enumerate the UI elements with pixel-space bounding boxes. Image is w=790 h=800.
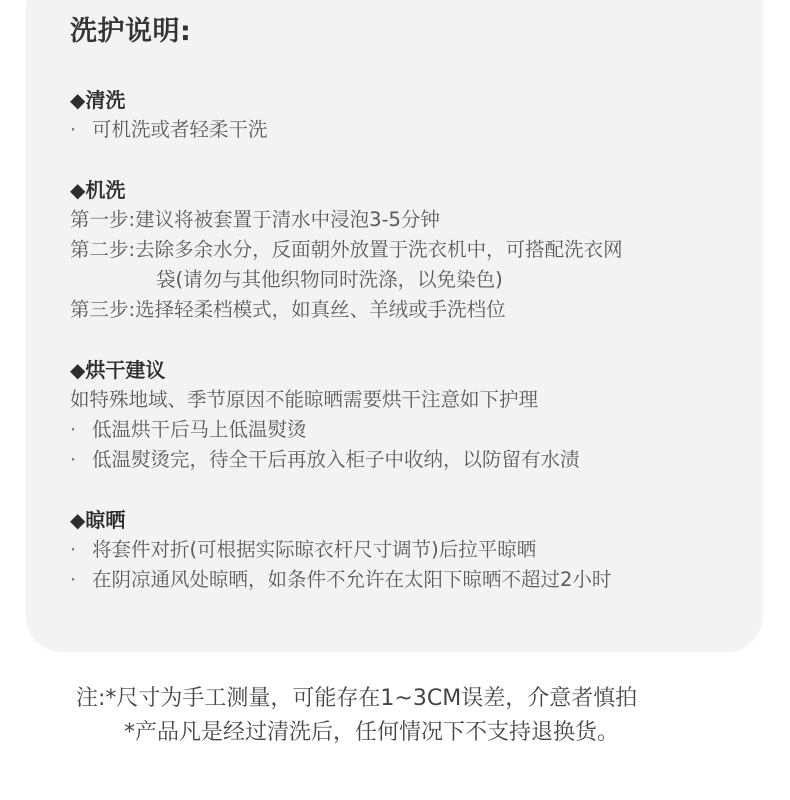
bullet-icon: · [70,568,77,591]
section-heading-wash: ◆清洗 [70,88,126,112]
step-label: 第三步: [70,298,136,321]
list-item [70,415,307,445]
step-2-continuation: 袋(请勿与其他织物同时洗涤，以免染色) [156,268,503,291]
step-3 [70,295,506,325]
list-item-text: 将套件对折(可根据实际晾衣杆尺寸调节)后拉平晾晒 [92,538,537,561]
section-heading-air-dry: ◆晾晒 [70,508,126,532]
list-item-text: 可机洗或者轻柔干洗 [92,118,268,141]
step-text: 建议将被套置于清水中浸泡3-5分钟 [135,208,440,231]
footnote-line-2: *产品凡是经过清洗后，任何情况下不支持退换货。 [124,720,620,745]
step-label: 第一步: [70,208,136,231]
footnote-label: 注: [76,686,106,711]
list-item [70,445,580,475]
list-item-text: 在阴凉通风处晾晒，如条件不允许在太阳下晾晒不超过2小时 [92,568,612,591]
bullet-icon: · [70,418,77,441]
step-text: 选择轻柔档模式，如真丝、羊绒或手洗档位 [135,298,506,321]
bullet-icon: · [70,118,77,141]
step-label: 第二步: [70,238,136,261]
list-item [70,535,536,565]
drying-intro: 如特殊地域、季节原因不能晾晒需要烘干注意如下护理 [70,388,539,411]
list-item-text: 低温烘干后马上低温熨烫 [92,418,307,441]
step-1 [70,205,440,235]
section-heading-machine-wash: ◆机洗 [70,178,126,202]
footnote-text: *尺寸为手工测量，可能存在1~3CM误差，介意者慎拍 [105,686,638,711]
footnote-line-1 [76,682,637,716]
step-text: 去除多余水分，反面朝外放置于洗衣机中，可搭配洗衣网 [135,238,623,261]
list-item-text: 低温熨烫完，待全干后再放入柜子中收纳，以防留有水渍 [92,448,580,471]
step-2 [70,235,623,265]
bullet-icon: · [70,538,77,561]
list-item [70,565,611,595]
page-title: 洗护说明: [70,16,192,47]
section-heading-drying: ◆烘干建议 [70,358,166,382]
bullet-icon: · [70,448,77,471]
list-item [70,115,268,145]
